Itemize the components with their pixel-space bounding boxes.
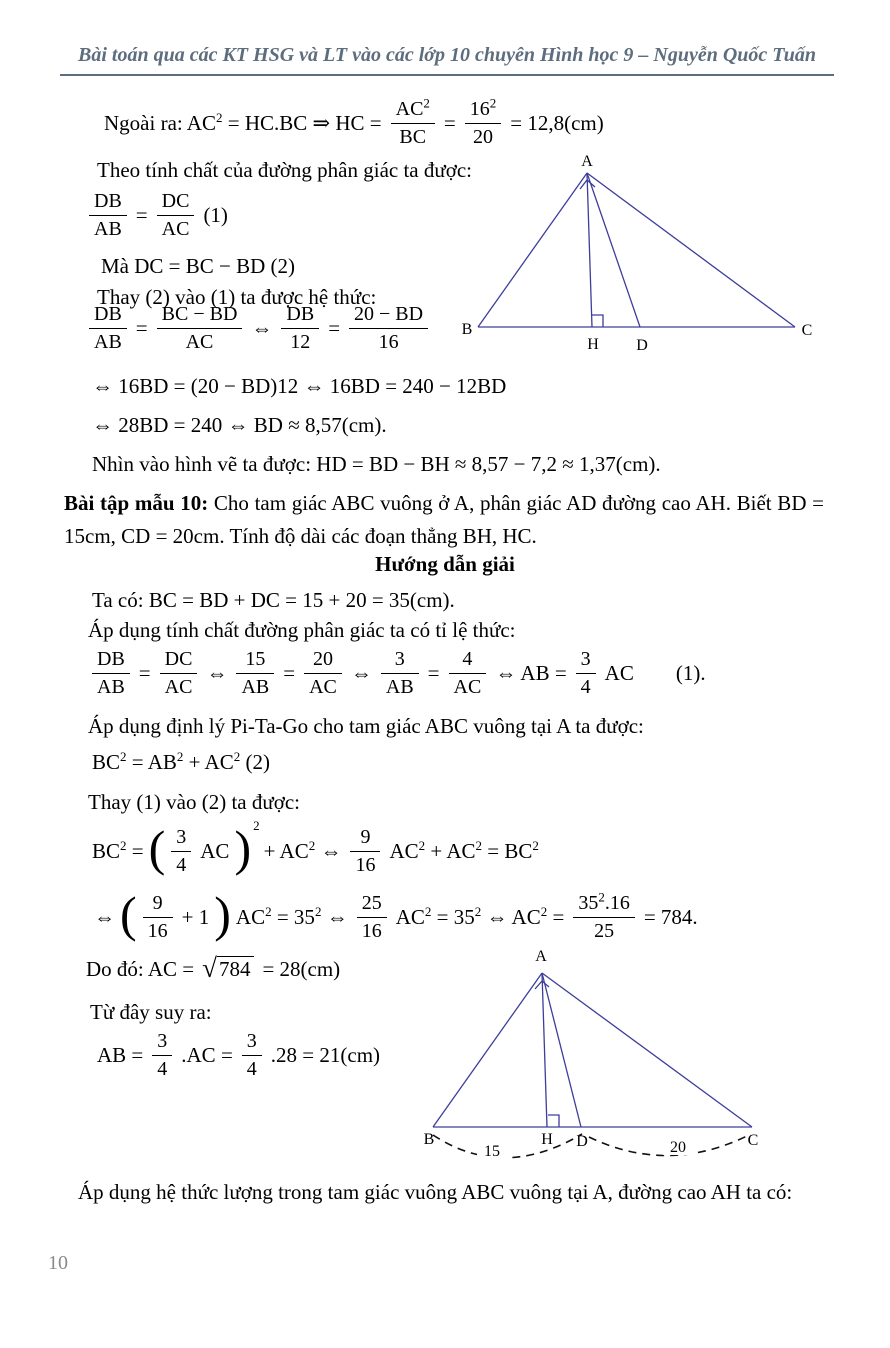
fraction-denominator: 25	[594, 919, 615, 942]
closing-paragraph: Áp dụng hệ thức lượng trong tam giác vuông ABC vuông tại A, đường cao AH ta có:	[78, 1180, 793, 1204]
fraction	[350, 826, 380, 877]
equation-ac-root	[82, 955, 344, 982]
formula-text: .28 = 21(cm)	[270, 1043, 381, 1067]
equation-hc	[100, 95, 608, 149]
text-substitute-2: Thay (1) vào (2) ta được:	[88, 790, 300, 814]
big-left-paren: (	[148, 820, 166, 877]
superscript-2: 2	[424, 903, 432, 919]
fraction-denominator: BC	[399, 126, 427, 148]
fraction-denominator: AC	[309, 676, 337, 698]
superscript-2: 2	[423, 95, 430, 111]
fraction-denominator: AC	[161, 218, 190, 240]
fraction-numerator: BC − BD	[157, 303, 243, 329]
fraction-numerator: $AC^2$	[391, 98, 435, 124]
altitude-ah	[542, 973, 547, 1127]
equation-ratio-chain	[87, 648, 710, 699]
square-root	[202, 953, 254, 984]
superscript-2: 2	[265, 903, 272, 919]
formula-text: $AC^2 + AC^2 = BC^2$	[389, 837, 539, 863]
fraction	[576, 648, 596, 699]
fraction	[449, 648, 487, 699]
text-from-this: Từ đây suy ra:	[90, 1000, 212, 1024]
fraction-numerator: 25	[357, 892, 387, 918]
equation-bc-sum	[88, 586, 459, 613]
point-label-d: D	[576, 1133, 588, 1150]
formula-text: Nhìn vào hình vẽ ta được: HD = BD − BH ≈ 8,57 − 7,2 ≈ 1,37(cm).	[92, 451, 661, 476]
fraction-denominator: 16	[378, 331, 399, 353]
text-substitute-1: Thay (2) vào (1) ta được hệ thức:	[97, 285, 377, 309]
superscript-2: 2	[540, 903, 548, 919]
fraction-denominator: 16	[355, 853, 376, 876]
vertex-label-b: B	[423, 1131, 435, 1148]
superscript-2: 2	[314, 903, 322, 919]
formula-text: =	[135, 316, 148, 340]
fraction-numerator: 3	[576, 648, 596, 674]
formula-text: (1)	[203, 203, 228, 227]
formula-text: ⇔	[350, 661, 372, 685]
formula-text: AC	[604, 661, 634, 685]
equation-bc-expanded	[88, 818, 543, 880]
fraction-numerator: 3	[171, 826, 191, 852]
superscript-2: 2	[120, 748, 127, 764]
superscript-2: 2	[474, 903, 482, 919]
formula-text: =	[443, 111, 456, 135]
formula-text: =	[135, 203, 148, 227]
formula-text: =	[427, 661, 440, 685]
side-ac	[542, 973, 752, 1127]
radical-sign: √	[202, 953, 217, 984]
superscript-2: 2	[215, 110, 223, 125]
fraction-denominator: AB	[94, 218, 122, 240]
equation-ac-squared	[90, 888, 702, 946]
equation-dc	[97, 252, 299, 279]
measure-label-bd: 15	[484, 1143, 500, 1160]
page-number: 10	[48, 1252, 68, 1274]
equation-pythagoras	[88, 748, 274, 775]
fraction-numerator: 20 − BD	[349, 303, 428, 329]
fraction	[157, 303, 243, 354]
big-right-paren: )	[234, 820, 252, 877]
fraction	[157, 190, 195, 241]
formula-text: Ngoài ra: $AC^2 = HC.BC$ ⇒ HC =	[104, 110, 382, 135]
vertex-label-a: A	[535, 948, 547, 965]
big-right-paren: )	[214, 886, 231, 942]
fraction-numerator: DB	[89, 190, 127, 216]
superscript-2: 2	[489, 95, 497, 111]
formula-text: =	[283, 661, 296, 685]
bisector-ad	[587, 173, 640, 327]
fraction	[242, 1030, 262, 1081]
fraction-denominator: 4	[246, 1058, 257, 1080]
fraction	[357, 892, 387, 943]
fraction-denominator: 20	[473, 126, 494, 148]
fraction-denominator: AC	[164, 676, 193, 698]
side-ac	[587, 173, 795, 327]
fraction-numerator: 3	[152, 1030, 172, 1056]
fraction-denominator: 4	[157, 1058, 168, 1080]
formula-text: AC	[200, 838, 230, 863]
formula-text: ⇔ AB =	[495, 661, 567, 685]
fraction-numerator: DB	[281, 303, 319, 329]
formula-text: ⇔ 28BD = 240 ⇔ BD ≈ 8,57(cm).	[92, 412, 387, 437]
vertex-label-c: C	[801, 322, 813, 339]
fraction-denominator: 4	[176, 853, 187, 876]
foot-label-h: H	[541, 1131, 553, 1148]
formula-text: + 1	[181, 904, 210, 929]
fraction	[236, 648, 274, 699]
fraction-numerator: $35^2.16$	[573, 892, 635, 918]
fraction	[152, 1030, 172, 1081]
equation-hd	[88, 450, 665, 477]
formula-text: Do đó: AC =	[86, 956, 195, 981]
superscript-2: 2	[532, 837, 539, 853]
fraction	[573, 888, 635, 943]
formula-text: =	[328, 316, 341, 340]
formula-text: .AC =	[181, 1043, 233, 1067]
fraction-numerator: 3	[242, 1030, 262, 1056]
fraction	[465, 95, 502, 149]
fraction-numerator: $16^2$	[465, 98, 502, 124]
equation-16bd	[88, 372, 510, 399]
formula-text: $AC^2 = 35^2$ ⇔	[235, 903, 348, 929]
fraction	[89, 190, 127, 241]
fraction	[391, 95, 435, 149]
text-bisector-property: Theo tính chất của đường phân giác ta được:	[97, 158, 473, 182]
equation-ratio-2	[84, 303, 433, 354]
formula-text: =	[138, 661, 151, 685]
fraction-numerator: 4	[449, 648, 487, 674]
header-rule	[60, 74, 834, 76]
text-pythagoras: Áp dụng định lý Pi-Ta-Go cho tam giác ABC vuông tại A ta được:	[88, 714, 644, 738]
fraction-denominator: AB	[94, 331, 122, 353]
foot-label-h: H	[587, 336, 599, 353]
vertex-label-c: C	[747, 1132, 759, 1149]
page-header-title: Bài toán qua các KT HSG và LT vào các lớp 10 chuyên Hình học 9 – Nguyễn Quốc Tuấn	[78, 44, 816, 66]
vertex-label-a: A	[581, 153, 593, 170]
fraction	[171, 826, 191, 877]
side-ab	[433, 973, 542, 1127]
triangle-diagram-2	[415, 945, 785, 1170]
superscript-2: 2	[475, 837, 483, 853]
point-label-d: D	[636, 337, 648, 354]
formula-text: $AC^2 = 35^2$ ⇔ $AC^2$ =	[395, 903, 565, 929]
side-ab	[478, 173, 587, 327]
superscript-2: 2	[176, 748, 184, 764]
measure-label-dc: 20	[670, 1139, 686, 1156]
text-apply-bisector: Áp dụng tính chất đường phân giác ta có tỉ lệ thức:	[88, 618, 516, 642]
fraction	[89, 303, 127, 354]
fraction-numerator: DB	[92, 648, 130, 674]
formula-text: $BC^2 = AB^2 + AC^2$ (2)	[92, 748, 270, 774]
fraction-denominator: AB	[97, 676, 125, 698]
solution-heading: Hướng dẫn giải	[375, 552, 515, 576]
formula-text: Mà DC = BC − BD (2)	[101, 253, 296, 278]
fraction	[92, 648, 130, 699]
bisector-ad	[542, 973, 581, 1127]
paren-exponent: 2	[253, 818, 260, 833]
fraction-denominator: AC	[453, 676, 482, 698]
fraction-numerator: DC	[160, 648, 198, 674]
fraction-denominator: 16	[361, 919, 382, 942]
vertex-label-b: B	[461, 321, 473, 338]
fraction-numerator: 9	[143, 892, 173, 918]
fraction-denominator: 16	[147, 919, 168, 942]
formula-text: $BC^2$ =	[92, 837, 144, 863]
fraction-numerator: 15	[236, 648, 274, 674]
equation-ratio-1	[84, 190, 232, 241]
fraction	[349, 303, 428, 354]
fraction	[281, 303, 319, 354]
right-angle-mark-h	[548, 1115, 559, 1127]
fraction-denominator: AC	[185, 331, 214, 353]
formula-text: Ta có: BC = BD + DC = 15 + 20 = 35(cm).	[92, 587, 455, 612]
formula-text: ⇔ 16BD = (20 − BD)12 ⇔ 16BD = 240 − 12BD	[92, 373, 507, 398]
fraction-denominator: 12	[290, 331, 311, 353]
fraction	[304, 648, 342, 699]
fraction-denominator: 4	[580, 676, 591, 698]
formula-text: + $AC^2$ ⇔	[263, 837, 342, 863]
right-angle-mark-h	[592, 315, 603, 327]
formula-text: = 28(cm)	[262, 956, 341, 981]
problem-label: Bài tập mẫu 10:	[64, 491, 209, 515]
fraction-denominator: AB	[385, 676, 414, 698]
altitude-ah	[587, 173, 592, 327]
fraction-numerator: DC	[157, 190, 195, 216]
problem-text: Cho tam giác ABC vuông ở A, phân giác AD đường cao AH. Biết BD = 15cm, CD = 20cm. Tính độ dài các đoạn thẳng BH, HC.	[64, 491, 825, 548]
superscript-2: 2	[233, 748, 241, 764]
fraction-numerator: 3	[381, 648, 419, 674]
fraction	[381, 648, 419, 699]
big-left-paren: (	[120, 886, 137, 942]
fraction	[160, 648, 198, 699]
fraction	[143, 892, 173, 943]
fraction-numerator: DB	[89, 303, 127, 329]
superscript-2: 2	[120, 837, 127, 853]
fraction-denominator: AB	[241, 676, 270, 698]
formula-text: = 12,8(cm)	[510, 111, 604, 135]
superscript-2: 2	[418, 837, 426, 853]
superscript-2: 2	[308, 837, 316, 853]
formula-text: ⇔	[251, 316, 273, 340]
equation-28bd	[88, 411, 391, 438]
triangle-diagram-1	[450, 148, 840, 363]
formula-text: ⇔	[206, 661, 228, 685]
radicand: 784	[217, 956, 255, 981]
fraction-numerator: 20	[304, 648, 342, 674]
superscript-2: 2	[598, 888, 605, 904]
fraction-numerator: 9	[350, 826, 380, 852]
formula-text: ⇔	[94, 904, 115, 929]
formula-text: (1).	[675, 661, 706, 685]
formula-text: AB =	[97, 1043, 144, 1067]
problem-statement	[64, 487, 824, 553]
brace-arc-bd	[433, 1134, 582, 1158]
formula-text: = 784.	[643, 904, 698, 929]
equation-ab	[93, 1030, 384, 1081]
